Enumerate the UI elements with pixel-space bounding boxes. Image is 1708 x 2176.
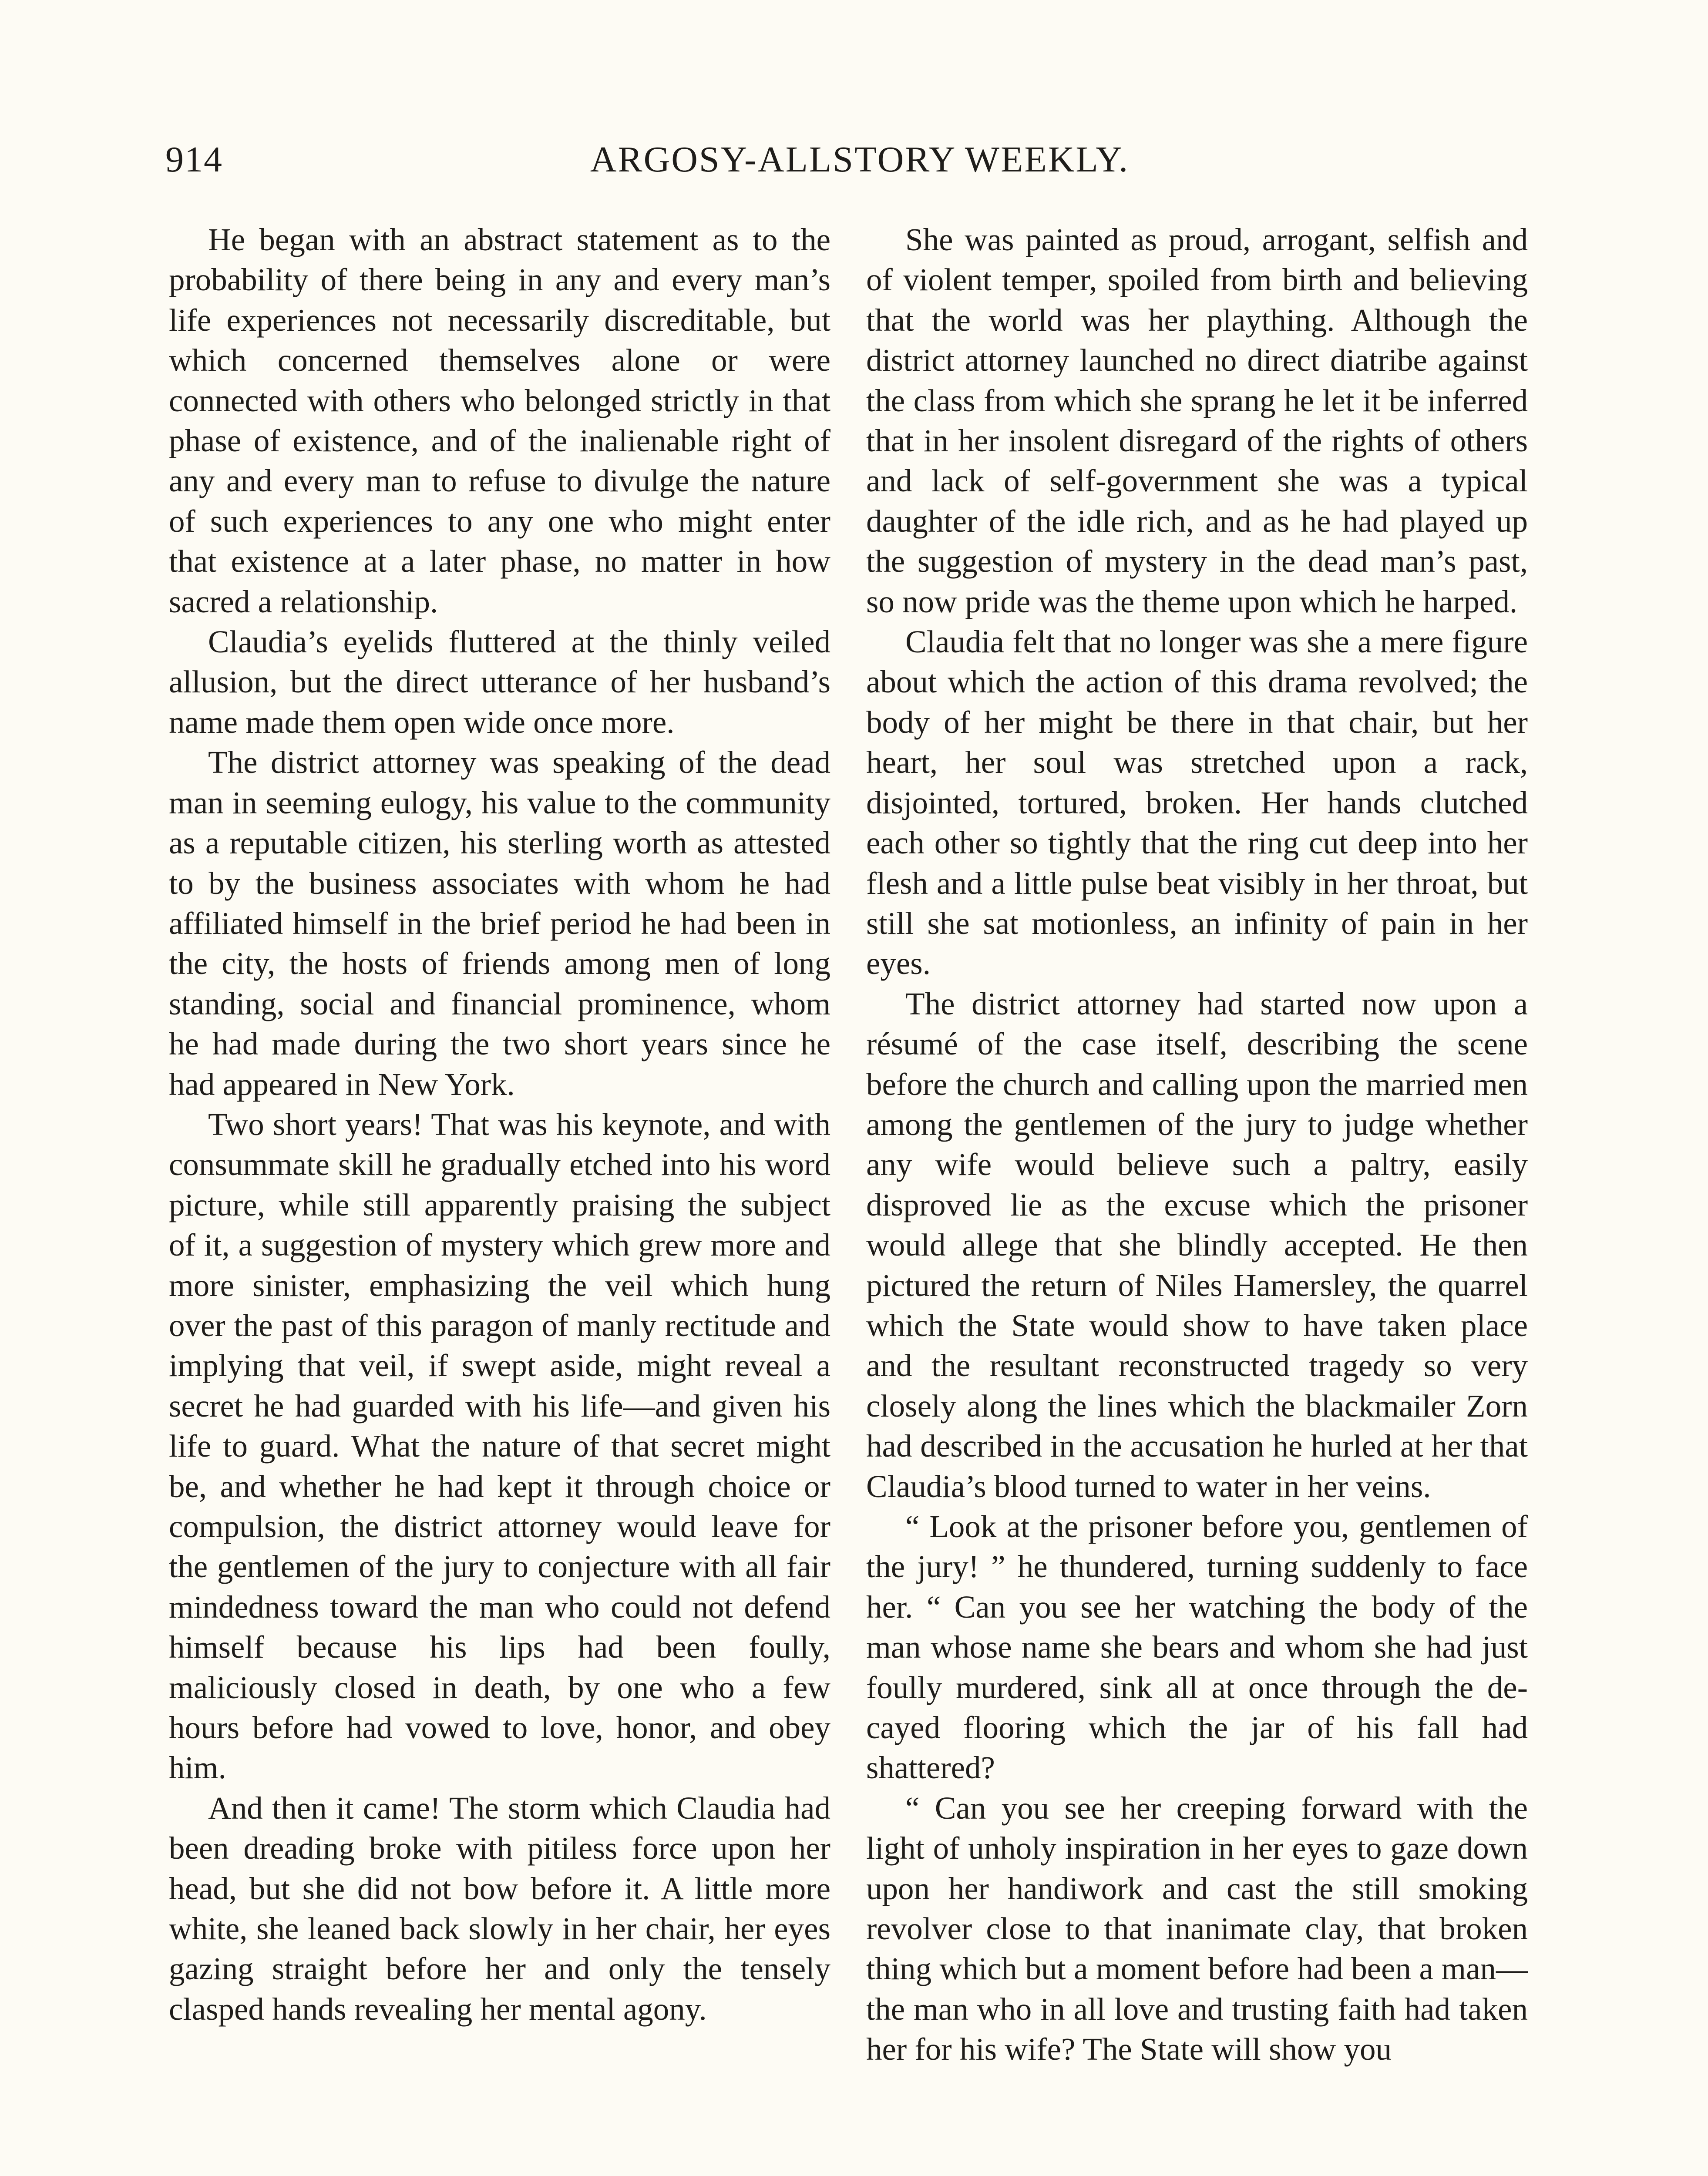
- paragraph: He began with an abstract statement as to the probability of there being in any and every man’s life experiences not necessarily discreditable, but which concerned themselves alone or were connected with others who belonged strictly in that phase of existence, and of the inalienable right of any and every man to refuse to divulge the nature of such experiences to any one who might enter that existence at a later phase, no matter in how sacred a relationship.: [169, 222, 830, 619]
- left-column: [169, 220, 830, 2176]
- paragraph: “ Can you see her creeping forward with the light of unholy inspiration in her eyes to gaze down upon her handiwork and cast the still smoking revolver close to that inanimate clay, that broken thing which but a moment before had been a man—the man who in all love and trusting faith had taken her for his wife? The State will show you: [866, 1790, 1528, 2067]
- page-number: 914: [165, 139, 223, 180]
- paragraph: Two short years! That was his keynote, and with consummate skill he gradually etched into his word picture, while still apparently praising the subject of it, a suggestion of mystery which grew more and more sinister, emphasizing the veil which hung over the past of this paragon of manly rectitude and implying that veil, if swept aside, might reveal a secret he had guarded with his life—and given his life to guard. What the nature of that secret might be, and whether he had kept it through choice or compulsion, the district attorney would leave for the gentlemen of the jury to conjecture with all fair mindedness toward the man who could not defend himself because his lips had been foully, maliciously closed in death, by one who a few hours before had vowed to love, honor, and obey him.: [169, 1106, 830, 1786]
- paragraph: The district attorney had started now upon a résumé of the case itself, describing the scene before the church and calling upon the married men among the gentlemen of the jury to judge whether any wife would believe such a paltry, easily disproved lie as the excuse which the prisoner would allege that she blindly accepted. He then pictured the return of Niles Hamersley, the quarrel which the State would show to have taken place and the resultant reconstructed tragedy so very closely along the lines which the blackmailer Zorn had described in the accusation he hurled at her that Claudia’s blood turned to water in her veins.: [866, 986, 1528, 1504]
- page-header: [165, 138, 1554, 186]
- paragraph: The district attorney was speaking of the dead man in seeming eulogy, his value to the community as a reputable citizen, his sterling worth as attested to by the business associates with whom he had affiliated himself in the brief period he had been in the city, the hosts of friends among men of long standing, social and financial prominence, whom he had made during the two short years since he had appeared in New York.: [169, 745, 830, 1102]
- paragraph: And then it came! The storm which Claudia had been dreading broke with pitiless force upon her head, but she did not bow before it. A little more white, she leaned back slowly in her chair, her eyes gazing straight before her and only the tensely clasped hands revealing her mental agony.: [169, 1790, 830, 2027]
- paragraph: Claudia felt that no longer was she a mere figure about which the action of this drama revolved; the body of her might be there in that chair, but her heart, her soul was stretched upon a rack, disjointed, tortured, broken. Her hands clutched each other so tightly that the ring cut deep into her flesh and a little pulse beat visibly in her throat, but still she sat motionless, an infinity of pain in her eyes.: [866, 624, 1528, 981]
- paragraph: Claudia’s eyelids fluttered at the thinly veiled allusion, but the direct utterance of her husband’s name made them open wide once more.: [169, 624, 830, 740]
- running-head: ARGOSY-ALLSTORY WEEKLY.: [590, 139, 1130, 180]
- paragraph: She was painted as proud, arrogant, selfish and of violent temper, spoiled from birth and believing that the world was her plaything. Although the district attorney launched no direct diatribe against the class from which she sprang he let it be inferred that in her insolent disregard of the rights of others and lack of self-government she was a typical daughter of the idle rich, and as he had played up the suggestion of mystery in the dead man’s past, so now pride was the theme upon which he harped.: [866, 222, 1528, 619]
- paragraph: “ Look at the prisoner before you, gentlemen of the jury! ” he thundered, turning suddenly to face her. “ Can you see her watching the body of the man whose name she bears and whom she had just foully murdered, sink all at once through the decayed flooring which the jar of his fall had shattered?: [866, 1509, 1528, 1786]
- right-column: [866, 220, 1528, 2176]
